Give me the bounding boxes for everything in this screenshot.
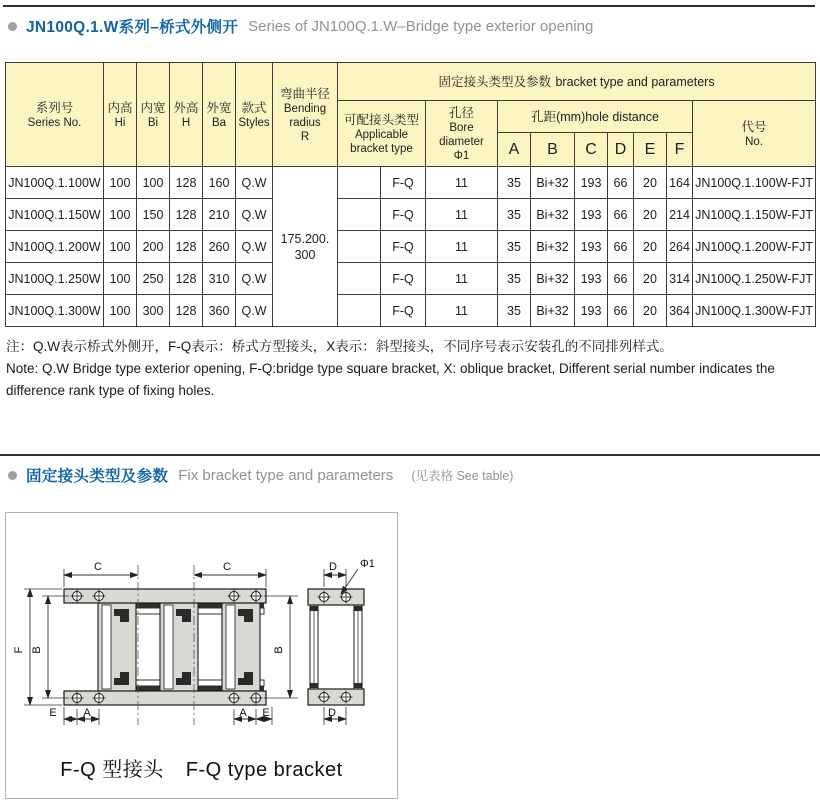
dim-label-d: D (329, 561, 337, 573)
cell-a: 35 (498, 199, 531, 231)
cell-code: JN100Q.1.100W-FJT (693, 167, 816, 199)
cell-bracket-blank (338, 263, 381, 295)
dim-label-e: E (49, 707, 57, 719)
bracket-diagram (6, 513, 397, 743)
cell-a: 35 (498, 231, 531, 263)
cell-series: JN100Q.1.150W (6, 199, 104, 231)
cell-bore: 11 (426, 199, 498, 231)
bullet-icon (8, 471, 17, 480)
col-header-inner-width: 内宽 Bi (137, 63, 170, 167)
cell-bracket: F-Q (381, 167, 426, 199)
cell-b: Bi+32 (531, 167, 575, 199)
cell-e: 20 (634, 167, 667, 199)
cell-h: 128 (170, 263, 203, 295)
cell-f: 264 (667, 231, 693, 263)
cell-style: Q.W (236, 199, 273, 231)
cell-f: 314 (667, 263, 693, 295)
col-header-f: F (667, 133, 693, 167)
cell-f: 364 (667, 295, 693, 327)
col-header-b: B (531, 133, 575, 167)
group-header-bracket-params: 固定接头类型及参数 bracket type and parameters (338, 63, 816, 101)
table-row (6, 167, 816, 199)
cell-a: 35 (498, 167, 531, 199)
col-header-a: A (498, 133, 531, 167)
cell-bracket-blank (338, 231, 381, 263)
col-header-e: E (634, 133, 667, 167)
cell-a: 35 (498, 263, 531, 295)
cell-b: Bi+32 (531, 231, 575, 263)
page-header (8, 15, 593, 37)
cell-code: JN100Q.1.150W-FJT (693, 199, 816, 231)
dim-label-f: F (13, 646, 25, 654)
diagram-caption-en: F-Q type bracket (185, 759, 343, 781)
top-divider (3, 5, 815, 7)
note-en: Note: Q.W Bridge type exterior opening, F-Q:bridge type square bracket, X: oblique bracket, Different serial number indicates the difference rank type of fixing holes. (6, 361, 775, 398)
cell-hi: 100 (104, 167, 137, 199)
cell-ba: 310 (203, 263, 236, 295)
cell-ba: 360 (203, 295, 236, 327)
dim-label-c: C (94, 561, 102, 573)
cell-series: JN100Q.1.300W (6, 295, 104, 327)
cell-bracket: F-Q (381, 295, 426, 327)
col-header-styles: 款式 Styles (236, 63, 273, 167)
table-row (6, 263, 816, 295)
cell-style: Q.W (236, 295, 273, 327)
col-header-inner-height: 内高 Hi (104, 63, 137, 167)
cell-style: Q.W (236, 167, 273, 199)
cell-b: Bi+32 (531, 263, 575, 295)
cell-ba: 260 (203, 231, 236, 263)
cell-bi: 100 (137, 167, 170, 199)
cell-bi: 200 (137, 231, 170, 263)
dim-label-a: A (239, 707, 247, 719)
col-header-d: D (608, 133, 634, 167)
cell-bore: 11 (426, 231, 498, 263)
cell-h: 128 (170, 167, 203, 199)
cell-bi: 300 (137, 295, 170, 327)
cell-e: 20 (634, 199, 667, 231)
cell-ba: 160 (203, 167, 236, 199)
bullet-icon (8, 22, 17, 31)
col-header-c: C (575, 133, 608, 167)
dim-label-phi1: Φ1 (360, 558, 375, 570)
cell-bracket-blank (338, 295, 381, 327)
cell-hi: 100 (104, 231, 137, 263)
cell-f: 164 (667, 167, 693, 199)
diagram-caption-zh: F-Q 型接头 (60, 759, 164, 781)
cell-bracket: F-Q (381, 231, 426, 263)
cell-h: 128 (170, 231, 203, 263)
cell-bracket: F-Q (381, 263, 426, 295)
note-zh: 注：Q.W表示桥式外侧开，F-Q表示：桥式方型接头，X表示：斜型接头，不同序号表示安装孔的不同排列样式。 (6, 339, 673, 354)
diagram-caption (6, 753, 397, 782)
col-header-bending-radius: 弯曲半径 Bending radius R (273, 63, 338, 167)
cell-code: JN100Q.1.250W-FJT (693, 263, 816, 295)
cell-a: 35 (498, 295, 531, 327)
cell-style: Q.W (236, 263, 273, 295)
cell-ba: 210 (203, 199, 236, 231)
cell-bi: 150 (137, 199, 170, 231)
section2-header (8, 464, 513, 486)
cell-bore: 11 (426, 263, 498, 295)
cell-c: 193 (575, 199, 608, 231)
page-title-zh: JN100Q.1.W系列–桥式外侧开 (26, 19, 239, 36)
cell-series: JN100Q.1.100W (6, 167, 104, 199)
cell-h: 128 (170, 295, 203, 327)
cell-bracket-blank (338, 199, 381, 231)
spec-table (5, 62, 816, 327)
cell-h: 128 (170, 199, 203, 231)
cell-hi: 100 (104, 295, 137, 327)
page-title-en: Series of JN100Q.1.W–Bridge type exterior opening (248, 17, 594, 35)
cell-c: 193 (575, 295, 608, 327)
cell-d: 66 (608, 231, 634, 263)
cell-e: 20 (634, 263, 667, 295)
col-header-outer-height: 外高 H (170, 63, 203, 167)
dim-label-a: A (83, 707, 91, 719)
cell-hi: 100 (104, 199, 137, 231)
bracket-diagram-panel (5, 512, 398, 799)
section-divider (0, 454, 820, 456)
dim-label-d: D (328, 707, 336, 719)
col-header-applicable-bracket: 可配接头类型 Applicable bracket type (338, 101, 426, 167)
cell-hi: 100 (104, 263, 137, 295)
cell-code: JN100Q.1.300W-FJT (693, 295, 816, 327)
cell-e: 20 (634, 295, 667, 327)
table-row (6, 295, 816, 327)
dim-label-b: B (31, 646, 43, 654)
cell-d: 66 (608, 199, 634, 231)
dim-label-e: E (262, 707, 270, 719)
table-row (6, 231, 816, 263)
col-header-outer-width: 外宽 Ba (203, 63, 236, 167)
cell-style: Q.W (236, 231, 273, 263)
dim-label-b: B (273, 646, 285, 654)
cell-code: JN100Q.1.200W-FJT (693, 231, 816, 263)
cell-bracket: F-Q (381, 199, 426, 231)
col-header-hole-distance: 孔距(mm)hole distance (498, 101, 693, 133)
cell-d: 66 (608, 263, 634, 295)
section2-title-en: Fix bracket type and parameters (178, 466, 394, 484)
cell-e: 20 (634, 231, 667, 263)
cell-c: 193 (575, 167, 608, 199)
table-row (6, 199, 816, 231)
cell-bracket-blank (338, 167, 381, 199)
cell-series: JN100Q.1.250W (6, 263, 104, 295)
cell-bore: 11 (426, 167, 498, 199)
cell-bi: 250 (137, 263, 170, 295)
notes-block (6, 336, 816, 402)
cell-bending-radius: 175.200. 300 (273, 167, 338, 327)
cell-series: JN100Q.1.200W (6, 231, 104, 263)
col-header-series: 系列号 Series No. (6, 63, 104, 167)
cell-b: Bi+32 (531, 199, 575, 231)
cell-d: 66 (608, 167, 634, 199)
section2-title-zh: 固定接头类型及参数 (26, 468, 169, 485)
cell-bore: 11 (426, 295, 498, 327)
section2-see-table-note: (见表格 See table) (411, 469, 514, 483)
dim-label-c: C (223, 561, 231, 573)
cell-f: 214 (667, 199, 693, 231)
cell-c: 193 (575, 231, 608, 263)
col-header-code: 代号 No. (693, 101, 816, 167)
cell-d: 66 (608, 295, 634, 327)
col-header-bore-diameter: 孔径 Bore diameter Φ1 (426, 101, 498, 167)
cell-b: Bi+32 (531, 295, 575, 327)
cell-c: 193 (575, 263, 608, 295)
